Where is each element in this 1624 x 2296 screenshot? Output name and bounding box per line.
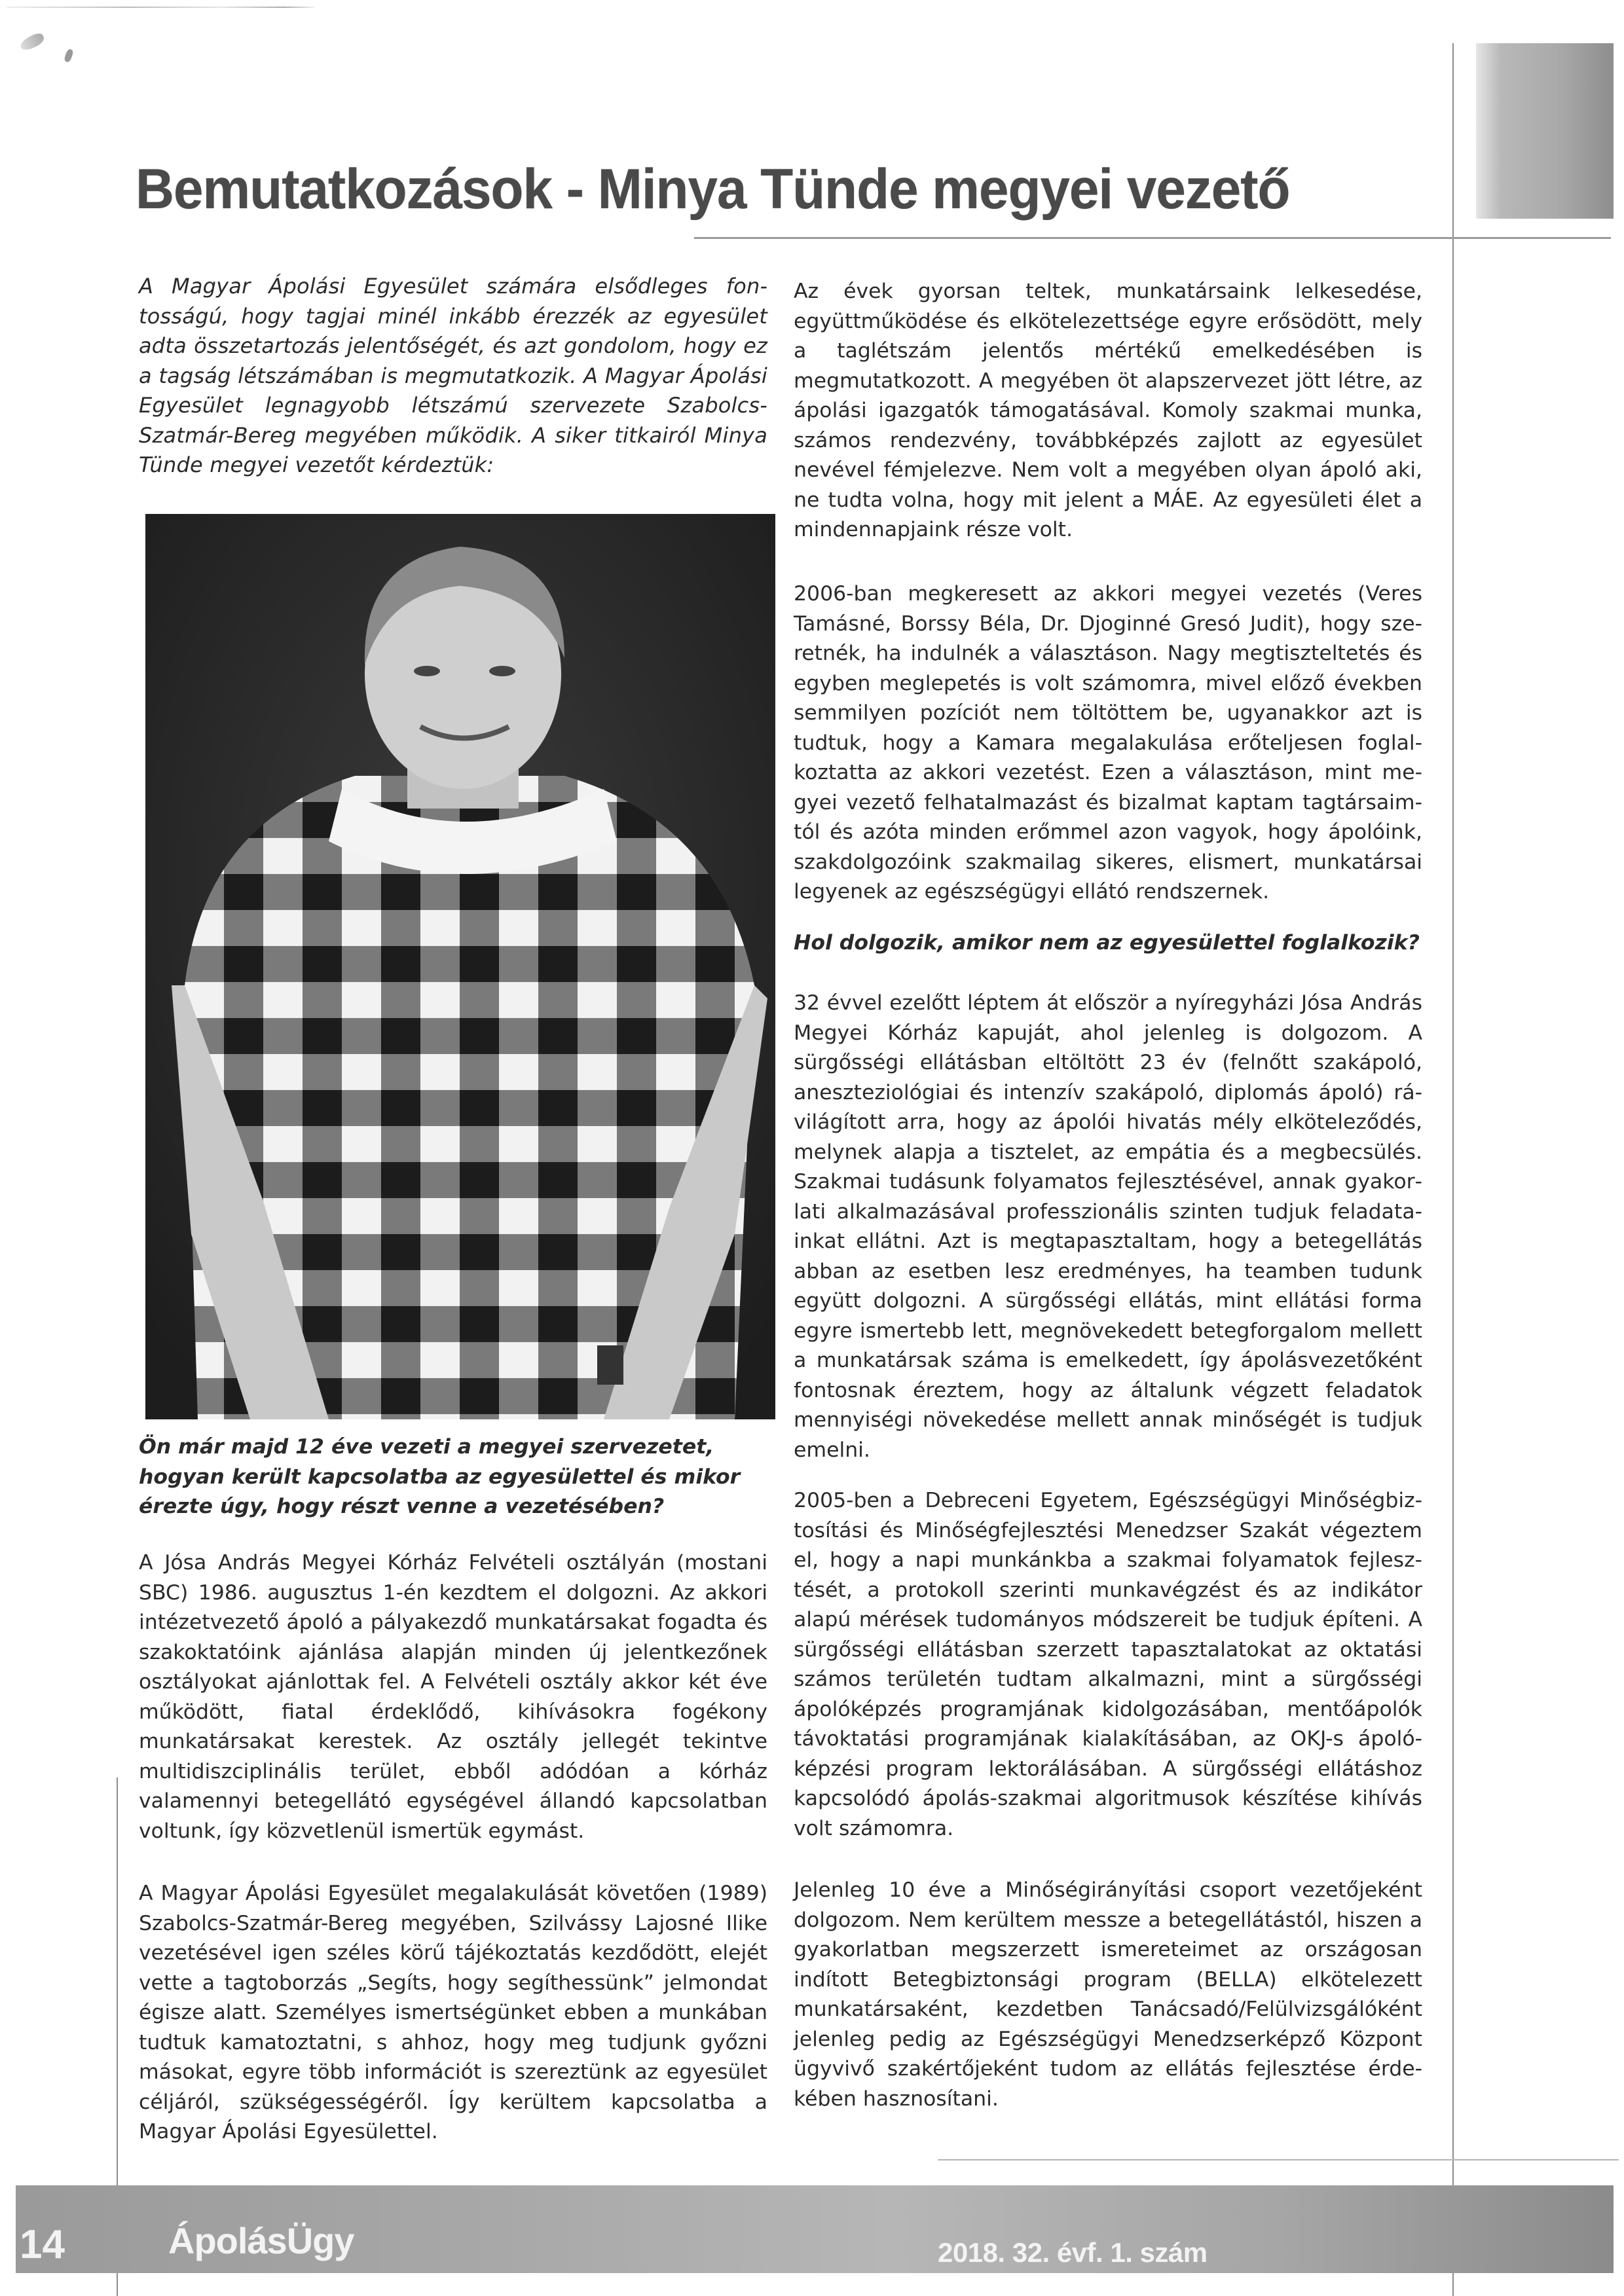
- answer-1-paragraph-1-block: [139, 1548, 767, 1846]
- magazine-name: ÁpolásÜgy: [168, 2220, 354, 2261]
- body-paragraph: Az évek gyorsan teltek, munkatársaink lelkesedése, együttműködése és elkötelezettsége egyre erősödött, mely a taglétszám jelentős mértékű emelkedésében is megmutatkozott. A megyében öt alapszervezet jött létre, az ápolási igazgatók támogatásával. Komoly szakmai munka, számos rendezvény, továbbképzés zajlott az egyesület nevével fémjelezve. Nem volt a megyében olyan ápoló aki, ne tudta volna, hogy mit jelent a MÁE. Az egyesületi élet a mindennapjaink része volt.: [794, 280, 1422, 541]
- footer-top-rule: [938, 2159, 1619, 2160]
- portrait-photo: [145, 514, 775, 1419]
- scan-artifact-mark: [20, 13, 79, 65]
- right-paragraph-5-block: [794, 1876, 1422, 2114]
- right-margin-rule: [1452, 43, 1454, 2296]
- body-paragraph: A Magyar Ápolási Egyesület megalakulását követően (1989) Szabolcs-Szatmár-Bereg megyében, Szilvássy Lajosné Ilike vezetésével igen széles körű tájékoztatás kezdődött, elejét vette a tagtoborzás „Segíts, hogy segíthessünk” jelmondat égisze alatt. Személyes ismertségünket ebben a munkában tudtuk kamatoztatni, s ahhoz, hogy meg tudjunk győzni másokat, egyre több információt is szereztünk az egyesület céljáról, szükségességéről. Így kerültem kapcsolatba a Magyar Ápolási Egyesülettel.: [139, 1882, 767, 2143]
- issue-info: 2018. 32. évf. 1. szám: [938, 2237, 1208, 2268]
- body-paragraph: Jelenleg 10 éve a Minőségirányítási csoport vezetőjeként dolgozom. Nem kerültem messze a betegellátástól, hiszen a gyakorlatban megszerzett ismereteimet az országosan indított Betegbiztonsági program (BELLA) elkötelezett munkatársaként, kezdetben Tanácsadó/Felülvizsgálóként jelenleg pedig az Egészségügyi Menedzserképző Központ ügyvivő szakértőjeként tudom az ellátás fejlesztése érdekében hasznosítani.: [794, 1878, 1422, 2111]
- body-paragraph: A Jósa András Megyei Kórház Felvételi osztályán (mostani SBC) 1986. augusztus 1-én kezdtem el dolgozni. Az akkori intézetvezető ápoló a pályakezdő munkatársakat fogadta és szakoktatóink ajánlása alapján minden új jelentkezőnek osztályokat ajánlottak fel. A Felvételi osztály akkor két éve működött, fiatal érdeklődő, kihívásokra fogékony munkatársakat kerestek. Az osztály jellegét tekintve multidiszciplinális terület, ebből adódóan a kórház valamennyi betegellátó egységével állandó kapcsolatban voltunk, így közvetlenül ismertük egymást.: [139, 1551, 767, 1843]
- body-paragraph: 2005-ben a Debreceni Egyetem, Egészségügyi Minőségbiztosítási és Minőségfejlesztési Menedzser Szakát végeztem el, hogy a napi munkánkba a szakmai folyamatok fejlesztését, a protokoll szerinti munkavégzést és az indikátor alapú mérések tudományos módszereit be tudjuk építeni. A sürgősségi ellátásban szerzett tapasztalatokat az oktatási számos területén tudtam alkalmazni, mint a sürgősségi ápolóképzés programjának kidolgozásában, mentőápolók távoktatási programjának kialakításában, az OKJ-s ápolóképzési program lektorálásában. A sürgősségi ellátáshoz kapcsolódó ápolás-szakmai algoritmusok készítése kihívás volt számomra.: [794, 1489, 1422, 1840]
- right-paragraph-1-block: [794, 277, 1422, 545]
- right-paragraph-3-block: [794, 989, 1422, 1465]
- page-number: 14: [20, 2222, 65, 2267]
- portrait-image: [145, 514, 775, 1419]
- question-1-block: [139, 1432, 767, 1522]
- body-paragraph: 2006-ban megkeresett az akkori megyei vezetés (Veres Tamásné, Borssy Béla, Dr. Djoginné Gresó Judit), hogy szeretnék, ha indulnék a választáson. Nagy megtiszteltetés és egyben meglepetés is volt számomra, mivel előző években semmilyen pozíciót nem töltöttem be, ugyanakkor azt is tudtuk, hogy a Kamara megalakulása erőteljesen foglalkoztatta az akkori vezetést. Ezen a választáson, mint megyei vezető felhatalmazást és bizalmat kaptam tagtársaimtól és azóta minden erőmmel azon vagyok, hogy ápolóink, szakdolgozóink szakmailag sikeres, elismert, munkatársai legyenek az egészségügyi ellátó rendszernek.: [794, 582, 1422, 903]
- right-paragraph-4-block: [794, 1486, 1422, 1844]
- lead-paragraph: A Magyar Ápolási Egyesület számára elsődleges fontosságú, hogy tagjai minél inkább érezzék az egyesület adta összetartozás jelentőségét, és azt gondolom, hogy ez a tagság létszámában is megmutatkozik. A Magyar Ápolási Egyesület legnagyobb létszámú szervezete Szabolcs-Szatmár-Bereg megyében működik. A siker titkairól Minya Tünde megyei vezetőt kérdeztük:: [139, 274, 767, 477]
- title-underline: [694, 237, 1611, 239]
- answer-1-paragraph-2-block: [139, 1879, 767, 2147]
- question-2-block: [794, 928, 1422, 958]
- scan-artifact-rule: [7, 7, 314, 8]
- lead-block: [139, 272, 767, 481]
- right-paragraph-2-block: [794, 579, 1422, 907]
- interview-question-2: Hol dolgozik, amikor nem az egyesülettel foglalkozik?: [794, 931, 1420, 955]
- interview-question-1: Ön már majd 12 éve vezeti a megyei szervezetet, hogyan került kapcsolatba az egyesülettel és mikor érezte úgy, hogy részt venne a vezetésében?: [139, 1435, 741, 1518]
- body-paragraph: 32 évvel ezelőtt léptem át először a nyíregyházi Jósa András Megyei Kórház kapuját, ahol jelenleg is dolgozom. A sürgősségi ellátásban eltöltött 23 év (felnőtt szakápoló, aneszteziológiai és intenzív szakápoló, diplomás ápoló) rávilágított arra, hogy az ápolói hivatás mély elköteleződés, melynek alapja a tisztelet, az empátia és a megbecsülés. Szakmai tudásunk folyamatos fejlesztésével, annak gyakorlati alkalmazásával professzionális szinten tudjuk feladatainkat ellátni. Azt is megtapasztaltam, hogy a betegellátás abban az esetben lesz eredményes, ha teamben tudunk együtt dolgozni. A sürgősségi ellátás, mint ellátási forma egyre ismertebb lett, megnövekedett betegforgalom mellett a munkatársak száma is emelkedett, így ápolásvezetőként fontosnak éreztem, hogy az általunk végzett feladatok mennyiségi növekedése mellett annak minőségét is tudjuk emelni.: [794, 991, 1422, 1462]
- article-title: Bemutatkozások - Minya Tünde megyei vezető: [136, 158, 1290, 221]
- corner-decoration: [1476, 43, 1614, 219]
